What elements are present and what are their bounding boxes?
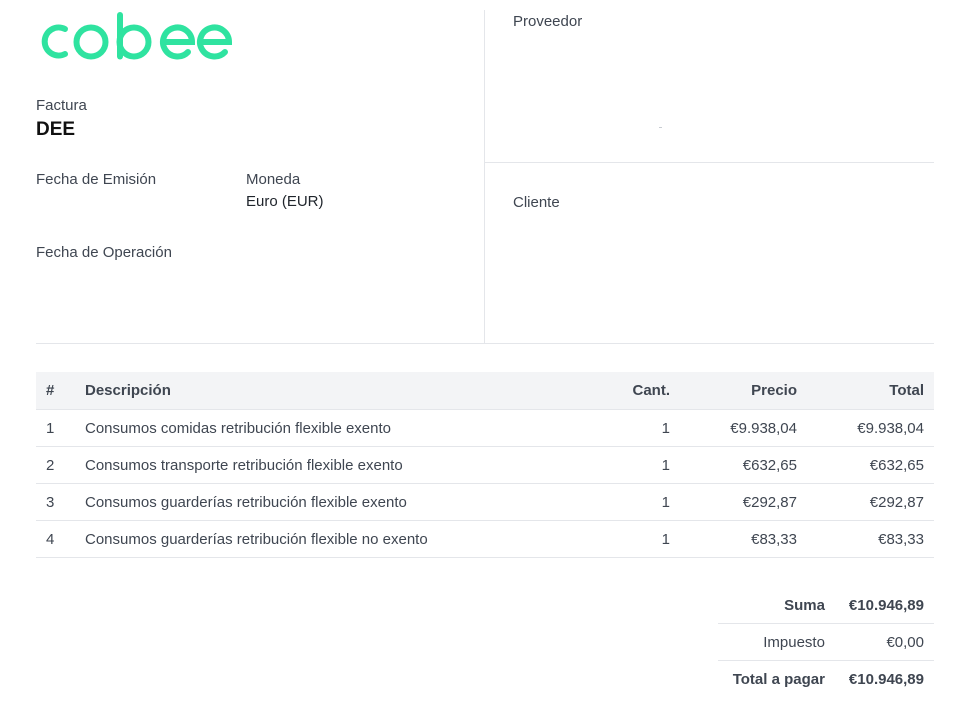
sum-row: [718, 587, 934, 624]
table-row: [36, 521, 934, 558]
header-bottom-divider: [36, 343, 934, 344]
invoice-number: DEE: [36, 119, 76, 140]
table-row: [36, 410, 934, 447]
row-qty: 1: [565, 521, 680, 558]
header-price: Precio: [680, 372, 807, 410]
totals-table: [718, 587, 934, 697]
row-num: 2: [36, 447, 75, 484]
tax-row: [718, 624, 934, 661]
row-description: Consumos guarderías retribución flexible no exento: [75, 521, 565, 558]
sum-label: Suma: [718, 587, 835, 624]
row-description: Consumos comidas retribución flexible exento: [75, 410, 565, 447]
row-price: €83,33: [680, 521, 807, 558]
sum-value: €10.946,89: [835, 587, 934, 624]
row-description: Consumos transporte retribución flexible exento: [75, 447, 565, 484]
operation-date-label: Fecha de Operación: [36, 244, 172, 261]
row-price: €292,87: [680, 484, 807, 521]
currency-label: Moneda: [246, 171, 301, 188]
header-vertical-divider: [484, 10, 485, 343]
supplier-label: Proveedor: [513, 13, 583, 30]
invoice-type-label: Factura: [36, 97, 87, 114]
row-price: €9.938,04: [680, 410, 807, 447]
row-total: €292,87: [807, 484, 934, 521]
tax-value: €0,00: [835, 624, 934, 661]
issue-date-label: Fecha de Emisión: [36, 171, 157, 188]
grand-total-value: €10.946,89: [848, 670, 924, 688]
header-qty: Cant.: [565, 372, 680, 410]
row-total: €632,65: [807, 447, 934, 484]
grand-total-label: Total a pagar: [732, 670, 825, 688]
row-description: Consumos guarderías retribución flexible exento: [75, 484, 565, 521]
cobee-logo: [36, 12, 232, 64]
row-total: €83,33: [807, 521, 934, 558]
table-header-row: [36, 372, 934, 410]
supplier-placeholder-mark: [659, 127, 662, 128]
header-num: #: [36, 372, 75, 410]
table-row: [36, 447, 934, 484]
table-row: [36, 484, 934, 521]
row-num: 1: [36, 410, 75, 447]
row-num: 3: [36, 484, 75, 521]
row-qty: 1: [565, 447, 680, 484]
row-num: 4: [36, 521, 75, 558]
parties-divider: [485, 162, 934, 163]
tax-label: Impuesto: [718, 624, 835, 661]
currency-value: Euro (EUR): [246, 193, 324, 210]
items-table: [36, 372, 934, 558]
grand-total-row: [718, 661, 934, 698]
client-label: Cliente: [513, 194, 560, 211]
row-qty: 1: [565, 410, 680, 447]
row-price: €632,65: [680, 447, 807, 484]
row-total: €9.938,04: [807, 410, 934, 447]
header-total: Total: [807, 372, 934, 410]
header-description: Descripción: [75, 372, 565, 410]
row-qty: 1: [565, 484, 680, 521]
